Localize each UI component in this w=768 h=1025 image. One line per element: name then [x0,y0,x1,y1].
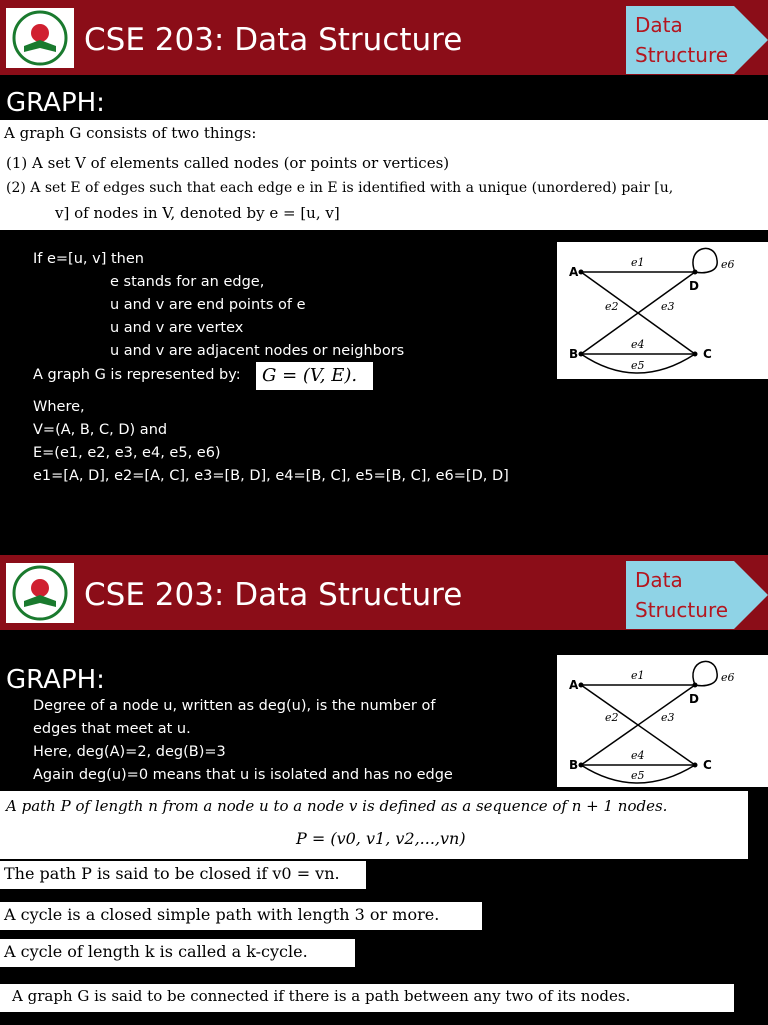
edge-label-e2: e2 [605,711,619,724]
edge-e6 [693,248,717,272]
graph-figure [557,655,768,787]
edge-label-e2: e2 [605,300,619,313]
edge-label-e4: e4 [631,749,645,762]
slide-2 [0,555,768,1025]
section-heading: GRAPH: [6,88,105,118]
path-definition: A path P of length n from a node u to a node v is defined as a sequence of n + 1 nodes. [6,797,668,815]
edge-e6 [693,661,717,685]
connected-box [0,984,734,1012]
edge-label-e3: e3 [661,300,675,313]
slide-1 [0,0,768,484]
edge-label-e1: e1 [631,669,645,682]
connected-text: A graph G is said to be connected if there is a path between any two of its nodes. [12,987,631,1005]
section-heading: GRAPH: [6,665,105,695]
vertex-set: V=(A, B, C, D) and [33,422,168,438]
edge-label-e1: e1 [631,256,645,269]
node-label-a: A [569,678,579,692]
edge-label-e6: e6 [721,258,735,271]
formula-box [256,362,373,390]
tag-line-1: Data [635,13,683,37]
university-logo [6,563,74,623]
node-d [693,270,698,275]
edge-intro: If e=[u, v] then [33,251,144,267]
closed-path-box [0,861,366,889]
node-a [579,683,584,688]
definition-item-2-cont: v] of nodes in V, denoted by e = [u, v] [55,204,340,222]
formula-text: G = (V, E). [262,365,358,386]
node-c [693,763,698,768]
edge-list: e1=[A, D], e2=[A, C], e3=[B, D], e4=[B, C], e5=[B, C], e6=[D, D] [33,468,509,484]
node-b [579,763,584,768]
tag-line-2: Structure [635,43,729,67]
edge-fact-2: u and v are end points of e [110,297,306,313]
edge-fact-4: u and v are adjacent nodes or neighbors [110,343,405,359]
slide-title: CSE 203: Data Structure [84,22,463,58]
node-c [693,352,698,357]
edge-label-e6: e6 [721,671,735,684]
tag-line-2: Structure [635,598,729,622]
definition-intro: A graph G consists of two things: [4,124,257,142]
representation-label: A graph G is represented by: [33,367,241,383]
node-label-d: D [689,279,699,293]
k-cycle-box [0,939,355,967]
slide-header [0,555,768,630]
edge-label-e5: e5 [631,359,645,372]
edge-label-e3: e3 [661,711,675,724]
k-cycle-text: A cycle of length k is called a k-cycle. [4,942,308,961]
graph-figure [557,242,768,379]
node-label-c: C [703,347,712,361]
degree-example: Here, deg(A)=2, deg(B)=3 [33,744,226,760]
closed-path-text: The path P is said to be closed if v0 = vn. [4,864,340,883]
edge-fact-1: e stands for an edge, [110,274,265,290]
node-d [693,683,698,688]
university-logo [6,8,74,68]
definition-item-2: (2) A set E of edges such that each edge e in E is identified with a unique (unordered) pair [u, [6,180,674,196]
topic-tag [626,6,768,74]
edge-label-e5: e5 [631,769,645,782]
where-label: Where, [33,399,85,415]
cycle-text: A cycle is a closed simple path with length 3 or more. [4,905,440,924]
degree-definition: Degree of a node u, written as deg(u), is the number of [33,698,436,714]
edge-fact-3: u and v are vertex [110,320,244,336]
node-label-a: A [569,265,579,279]
definition-item-1: (1) A set V of elements called nodes (or points or vertices) [6,154,450,172]
degree-definition-cont: edges that meet at u. [33,721,191,737]
node-label-b: B [569,758,579,772]
graph-definition-box [0,120,768,230]
node-label-c: C [703,758,712,772]
slide-title: CSE 203: Data Structure [84,577,463,613]
edge-label-e4: e4 [631,338,645,351]
isolated-node-note: Again deg(u)=0 means that u is isolated and has no edge [33,767,453,783]
tag-line-1: Data [635,568,683,592]
cycle-box [0,902,482,930]
slide-header [0,0,768,75]
path-definition-box [0,791,748,859]
path-formula: P = (v0, v1, v2,...,vn) [296,829,466,848]
node-label-b: B [569,347,579,361]
node-a [579,270,584,275]
topic-tag [626,561,768,629]
node-label-d: D [689,692,699,706]
node-b [579,352,584,357]
edge-set: E=(e1, e2, e3, e4, e5, e6) [33,445,221,461]
